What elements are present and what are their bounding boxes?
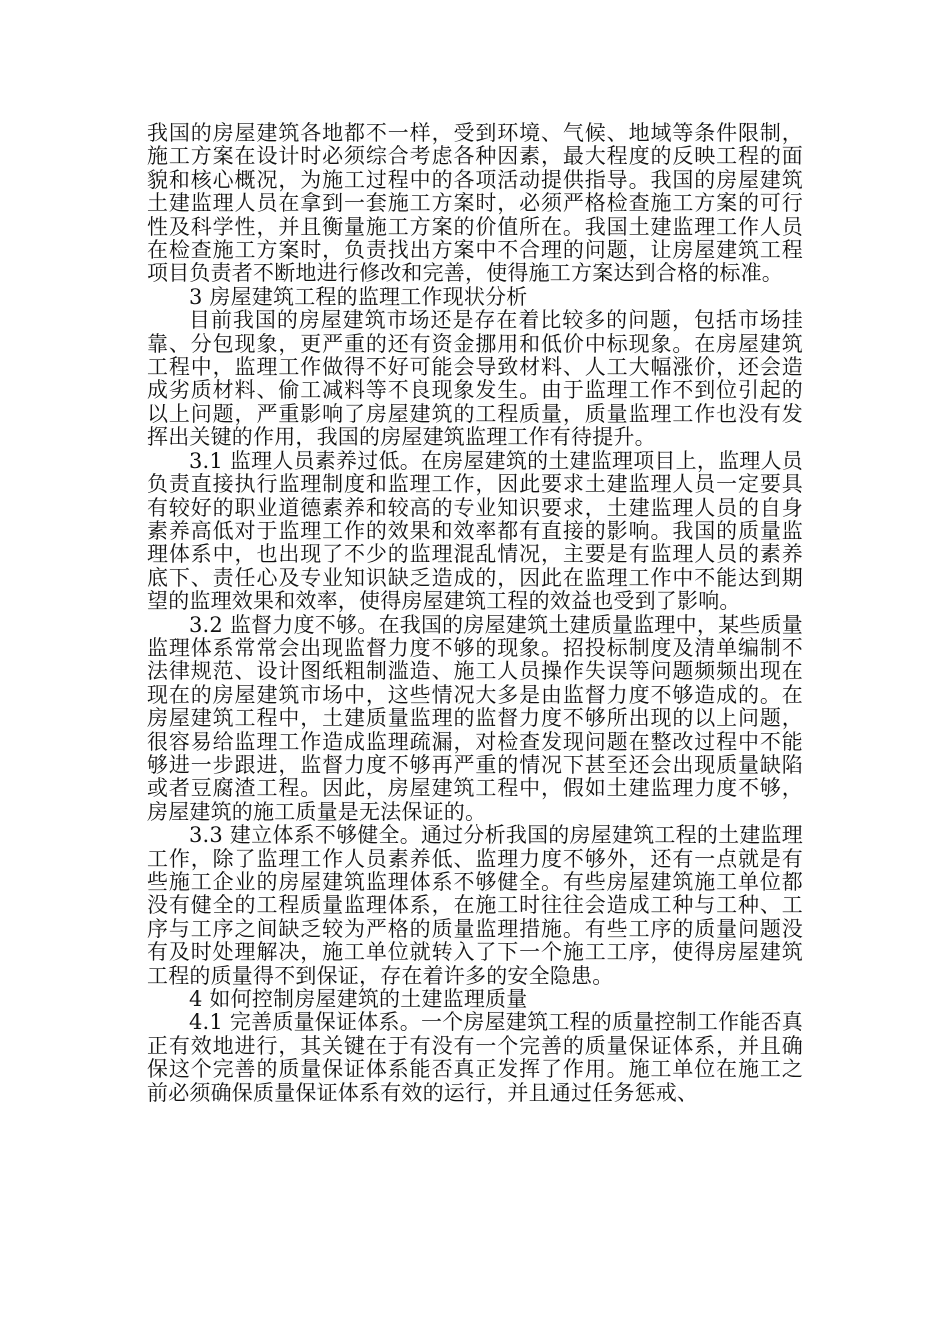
section-heading: 4 如何控制房屋建筑的土建监理质量: [189, 987, 528, 1012]
body-paragraph: 3.1 监理人员素养过低。在房屋建筑的土建监理项目上，监理人员负责直接执行监理制度和监理工作，因此要求土建监理人员一定要具有较好的职业道德素养和较高的专业知识要求，土建监理人员的自身素养高低对于监理工作的效果和效率都有直接的影响。我国的质量监理体系中，也出现了不少的监理混乱情况，主要是有监理人员的素养底下、责任心及专业知识缺乏造成的，因此在监理工作中不能达到期望的监理效果和效率，使得房屋建筑工程的效益也受到了影响。: [147, 448, 803, 614]
body-paragraph: 3.3 建立体系不够健全。通过分析我国的房屋建筑工程的土建监理工作，除了监理工作人员素养低、监理力度不够外，还有一点就是有些施工企业的房屋建筑监理体系不够健全。有些房屋建筑施工单位都没有健全的工程质量监理体系，在施工时往往会造成工种与工种、工序与工序之间缺乏较为严格的质量监理措施。有些工序的质量问题没有及时处理解决，施工单位就转入了下一个施工工序，使得房屋建筑工程的质量得不到保证，存在着许多的安全隐患。: [147, 823, 803, 988]
body-paragraph: 目前我国的房屋建筑市场还是存在着比较多的问题，包括市场挂靠、分包现象，更严重的还有资金挪用和低价中标现象。在房屋建筑工程中，监理工作做得不好可能会导致材料、人工大幅涨价，还会造成劣质材料、偷工减料等不良现象发生。由于监理工作不到位引起的以上问题，严重影响了房屋建筑的工程质量，质量监理工作也没有发挥出关键的作用，我国的房屋建筑监理工作有待提升。: [147, 308, 803, 450]
body-paragraph: 3.2 监督力度不够。在我国的房屋建筑土建质量监理中，某些质量监理体系常常会出现监督力度不够的现象。招投标制度及清单编制不法律规范、设计图纸粗制滥造、施工人员操作失误等问题频频出现在现在的房屋建筑市场中，这些情况大多是由监督力度不够造成的。在房屋建筑工程中，土建质量监理的监督力度不够所出现的以上问题，很容易给监理工作造成监理疏漏，对检查发现问题在整改过程中不能够进一步跟进，监督力度不够再严重的情况下甚至还会出现质量缺陷或者豆腐渣工程。因此，房屋建筑工程中，假如土建监理力度不够，房屋建筑的施工质量是无法保证的。: [147, 612, 803, 824]
body-paragraph: 4.1 完善质量保证体系。一个房屋建筑工程的质量控制工作能否真正有效地进行，其关键在于有没有一个完善的质量保证体系，并且确保这个完善的质量保证体系能否真正发挥了作用。施工单位在施工之前必须确保质量保证体系有效的运行，并且通过任务惩戒、: [147, 1010, 803, 1105]
section-heading: 3 房屋建筑工程的监理工作现状分析: [189, 284, 528, 309]
body-paragraph: 我国的房屋建筑各地都不一样，受到环境、气候、地域等条件限制，施工方案在设计时必须综合考虑各种因素，最大程度的反映工程的面貌和核心概况，为施工过程中的各项活动提供指导。我国的房屋建筑土建监理人员在拿到一套施工方案时，必须严格检查施工方案的可行性及科学性，并且衡量施工方案的价值所在。我国土建监理工作人员在检查施工方案时，负责找出方案中不合理的问题，让房屋建筑工程项目负责者不断地进行修改和完善，使得施工方案达到合格的标准。: [147, 121, 803, 286]
document-page: [147, 122, 803, 1105]
